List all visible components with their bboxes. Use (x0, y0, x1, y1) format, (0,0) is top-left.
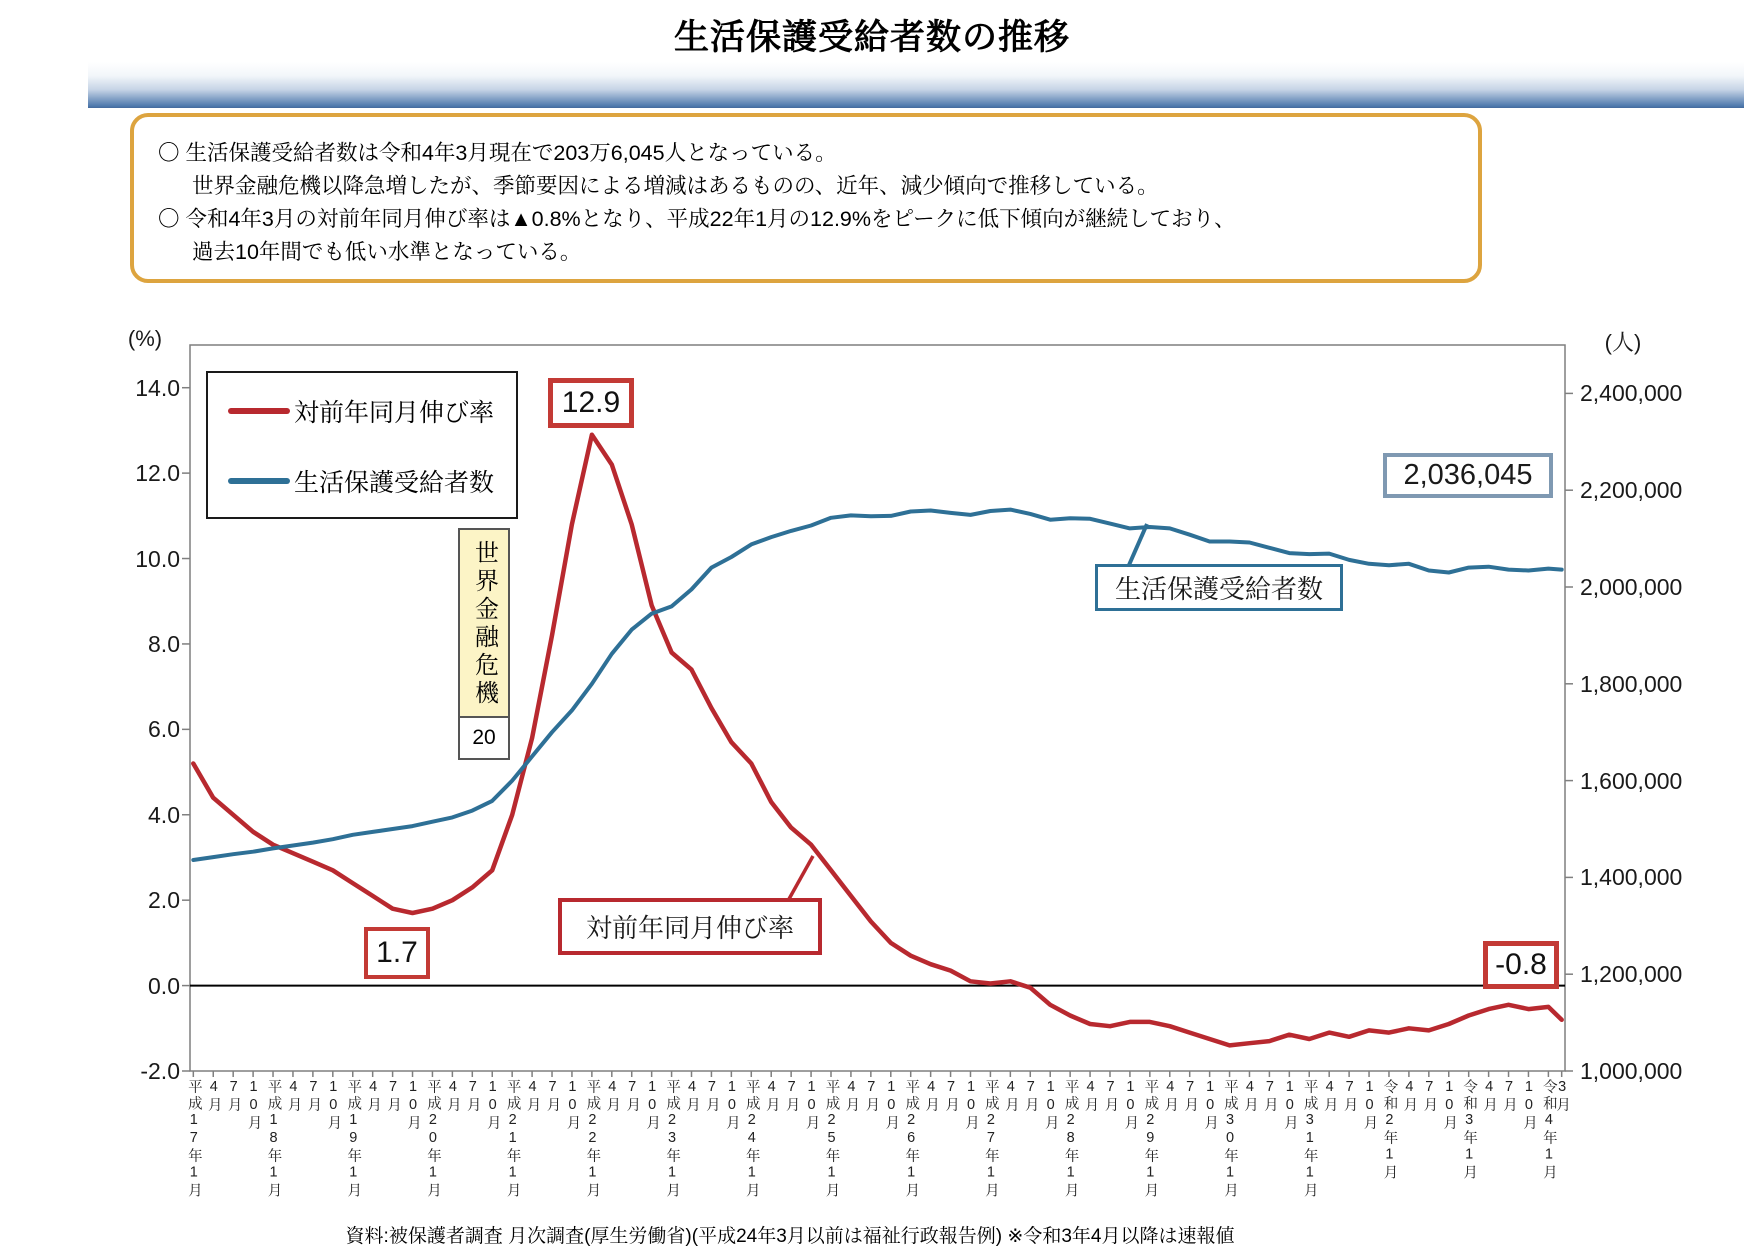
series-line-recipients (193, 510, 1561, 860)
right-axis-tick-label: 2,400,000 (1580, 380, 1683, 407)
x-axis-tick-label: 10月 (1122, 1079, 1139, 1132)
x-axis-tick-label: 7月 (1341, 1079, 1358, 1114)
x-axis-tick-label: 4月 (1321, 1079, 1338, 1114)
right-axis-tick-label: 1,000,000 (1580, 1058, 1683, 1084)
x-axis-tick-label: 平成30年1月 (1222, 1079, 1239, 1199)
callout-line-2: 世界金融危機以降急増したが、季節要因による増減はあるものの、近年、減少傾向で推移している。 (192, 174, 1159, 198)
x-axis-tick-label: 7月 (624, 1079, 641, 1114)
x-axis-tick-label: 令和2年1月 (1381, 1079, 1398, 1181)
x-axis-tick-label: 7月 (1501, 1079, 1518, 1114)
x-axis-tick-label: 7月 (1182, 1079, 1199, 1114)
right-axis-tick-label: 1,400,000 (1580, 864, 1683, 891)
x-axis-tick-label: 10月 (1202, 1079, 1219, 1132)
x-axis-tick-label: 10月 (883, 1079, 900, 1132)
x-axis-tick-label: 10月 (1042, 1079, 1059, 1132)
financial-crisis-marker (458, 528, 510, 760)
growth-rate-series-callout: 対前年同月伸び率 (558, 898, 822, 955)
peak-value-annotation: 12.9 (548, 378, 634, 428)
callout-line-4: 過去10年間でも低い水準となっている。 (192, 240, 582, 264)
x-axis-tick-label: 4月 (604, 1079, 621, 1114)
x-axis-tick-label: 7月 (1022, 1079, 1039, 1114)
legend-label-recipients: 生活保護受給者数 (294, 469, 495, 497)
x-axis-tick-label: 平成19年1月 (345, 1079, 362, 1199)
left-axis-tick-label: 14.0 (135, 374, 180, 401)
x-axis-tick-label: 10月 (1361, 1079, 1378, 1132)
right-axis-tick-label: 2,000,000 (1580, 574, 1683, 600)
x-axis-tick-label: 平成27年1月 (982, 1079, 999, 1199)
source-note: 資料:被保護者調査 月次調査(厚生労働省)(平成24年3月以前は福祉行政報告例) ※令和3年4月以降は速報値 (345, 1226, 1235, 1247)
x-axis-tick-label: 7月 (385, 1079, 402, 1114)
right-axis-unit-label: (人) (1604, 330, 1642, 355)
right-axis-tick-label: 1,800,000 (1580, 670, 1683, 697)
growth-label-leader-line (789, 856, 813, 899)
x-axis-tick-label: 4月 (365, 1079, 382, 1114)
financial-crisis-label-area (460, 530, 508, 718)
left-axis-tick-label: 4.0 (148, 801, 180, 828)
left-axis-tick-label: -2.0 (140, 1058, 180, 1084)
x-axis-tick-label: 7月 (1102, 1079, 1119, 1114)
x-axis-tick-label: 平成17年1月 (185, 1079, 202, 1199)
x-axis-tick-label: 平成24年1月 (743, 1079, 760, 1199)
x-axis-tick-label: 7月 (703, 1079, 720, 1114)
left-axis-tick-label: 0.0 (148, 972, 180, 999)
x-axis-tick-label: 平成31年1月 (1301, 1079, 1318, 1199)
recipients-line-swatch (228, 478, 290, 484)
x-axis-tick-label: 10月 (1281, 1079, 1298, 1132)
left-axis-tick-label: 8.0 (148, 630, 180, 657)
callout-line-3: 〇 令和4年3月の対前年同月伸び率は▲0.8%となり、平成22年1月の12.9%をピークに低下傾向が継続しており、 (158, 207, 1236, 231)
x-axis-tick-label: 7月 (464, 1079, 481, 1114)
x-axis-tick-label: 4月 (285, 1079, 302, 1114)
x-axis-tick-label: 10月 (564, 1079, 581, 1132)
page-title: 生活保護受給者数の推移 (673, 18, 1070, 57)
x-axis-tick-label: 平成21年1月 (504, 1079, 521, 1199)
x-axis-tick-label: 10月 (484, 1079, 501, 1132)
x-axis-tick-label: 4月 (923, 1079, 940, 1114)
legend-item-growth-rate (208, 391, 516, 431)
x-axis-tick-label: 4月 (1162, 1079, 1179, 1114)
x-axis-tick-label: 7月 (863, 1079, 880, 1114)
left-axis-tick-label: 12.0 (135, 460, 180, 487)
callout-line-1: 〇 生活保護受給者数は令和4年3月現在で203万6,045人となっている。 (158, 141, 837, 165)
x-axis-tick-label: 4月 (1481, 1079, 1498, 1114)
x-axis-tick-label: 10月 (723, 1079, 740, 1132)
trough-value-annotation: 1.7 (364, 927, 430, 979)
chart-legend (206, 371, 518, 519)
x-axis-tick-label: 10月 (245, 1079, 262, 1132)
x-axis-tick-label: 7月 (225, 1079, 242, 1114)
right-axis-tick-label: 1,600,000 (1580, 767, 1683, 794)
x-axis-tick-label: 4月 (1401, 1079, 1418, 1114)
x-axis-tick-label: 3月 (1554, 1079, 1571, 1114)
x-axis-tick-label: 平成18年1月 (265, 1079, 282, 1199)
left-axis-tick-label: 10.0 (135, 545, 180, 572)
left-axis-tick-label: 2.0 (148, 887, 180, 914)
left-axis-unit-label: (%) (127, 326, 163, 351)
x-axis-tick-label: 10月 (962, 1079, 979, 1132)
x-axis-tick-label: 平成23年1月 (664, 1079, 681, 1199)
x-axis-tick-label: 平成28年1月 (1062, 1079, 1079, 1199)
latest-rate-annotation: -0.8 (1483, 941, 1559, 989)
x-axis-tick-label: 令和3年1月 (1461, 1079, 1478, 1181)
financial-crisis-year: 20 (460, 716, 508, 758)
right-axis-tick-label: 2,200,000 (1580, 477, 1683, 504)
x-axis-tick-label: 10月 (1441, 1079, 1458, 1132)
x-axis-tick-label: 7月 (305, 1079, 322, 1114)
legend-item-recipients (208, 461, 516, 501)
x-axis-tick-label: 令和4年1月 (1540, 1079, 1557, 1181)
x-axis-tick-label: 10月 (1520, 1079, 1537, 1132)
x-axis-tick-label: 4月 (843, 1079, 860, 1114)
x-axis-tick-label: 7月 (544, 1079, 561, 1114)
x-axis-tick-label: 4月 (684, 1079, 700, 1114)
x-axis-tick-label: 4月 (205, 1079, 222, 1114)
x-axis-tick-label: 10月 (405, 1079, 422, 1132)
x-axis-tick-label: 4月 (524, 1079, 541, 1114)
legend-label-growth-rate: 対前年同月伸び率 (294, 399, 495, 427)
x-axis-tick-label: 4月 (1002, 1079, 1019, 1114)
x-axis-tick-label: 10月 (644, 1079, 661, 1132)
recipients-series-callout: 生活保護受給者数 (1095, 564, 1343, 611)
financial-crisis-label: 世界金融危機 (470, 540, 498, 708)
x-axis-tick-label: 平成22年1月 (584, 1079, 601, 1199)
x-axis-tick-label: 7月 (943, 1079, 960, 1114)
x-axis-tick-label: 10月 (803, 1079, 820, 1132)
x-axis-tick-label: 7月 (783, 1079, 800, 1114)
x-axis-tick-label: 4月 (444, 1079, 461, 1114)
latest-count-annotation: 2,036,045 (1383, 453, 1553, 498)
x-axis-tick-label: 7月 (1421, 1079, 1438, 1114)
x-axis-tick-label: 7月 (1261, 1079, 1278, 1114)
x-axis-tick-label: 平成26年1月 (903, 1079, 920, 1199)
left-axis-tick-label: 6.0 (148, 716, 180, 743)
x-axis-tick-label: 4月 (1082, 1079, 1099, 1114)
x-axis-tick-label: 平成20年1月 (424, 1079, 441, 1199)
right-axis-tick-label: 1,200,000 (1580, 961, 1683, 988)
x-axis-tick-label: 4月 (763, 1079, 780, 1114)
x-axis-tick-label: 平成29年1月 (1142, 1079, 1159, 1199)
x-axis-tick-label: 10月 (325, 1079, 342, 1132)
x-axis-tick-label: 4月 (1241, 1079, 1258, 1114)
x-axis-tick-label: 平成25年1月 (823, 1079, 840, 1199)
growth-rate-line-swatch (228, 408, 290, 414)
